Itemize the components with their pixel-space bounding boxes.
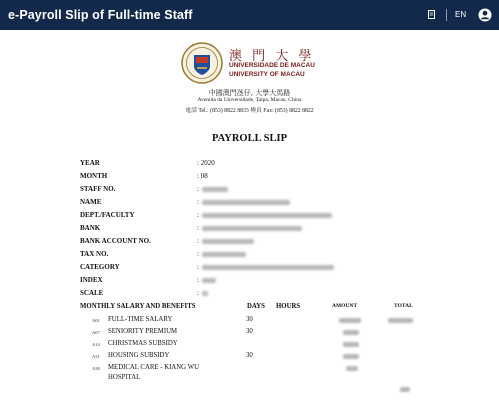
item-amount-redacted: [343, 342, 359, 347]
item-total-redacted: [388, 318, 413, 323]
item-name-continued: HOSPITAL: [108, 374, 141, 381]
field-value-tax-no: :: [197, 250, 246, 258]
field-value-bank: :: [197, 224, 302, 232]
field-label-bank-account: BANK ACCOUNT NO.: [80, 237, 151, 245]
field-value-year: : 2020: [197, 159, 215, 167]
item-days: 30: [246, 316, 253, 323]
item-days: 30: [246, 328, 253, 335]
salary-section-header: MONTHLY SALARY AND BENEFITS: [80, 303, 196, 310]
field-value-index: :: [197, 276, 216, 284]
field-value-scale: :: [197, 289, 208, 297]
toolbar-divider: [446, 9, 447, 21]
top-bar: [0, 0, 499, 30]
field-label-category: CATEGORY: [80, 263, 120, 271]
field-value-staff-no: :: [197, 185, 228, 193]
document-icon[interactable]: [428, 10, 435, 19]
university-name-chinese: 澳 門 大 學: [229, 49, 315, 64]
grand-total-redacted: [400, 387, 410, 392]
university-name-portuguese: UNIVERSIDADE DE MACAU: [229, 62, 315, 69]
field-value-category: :: [197, 263, 334, 271]
field-value-bank-account: :: [197, 237, 254, 245]
total-column-header: TOTAL: [394, 303, 413, 309]
item-days: 30: [246, 352, 253, 359]
university-name-english: UNIVERSITY OF MACAU: [229, 71, 305, 78]
item-code: A01: [92, 318, 100, 323]
item-code: A14: [92, 342, 100, 347]
address-portuguese: Avenida da Universidade, Taipa, Macau, China: [197, 97, 302, 103]
address-chinese: 中國澳門氹仔, 大學大馬路: [208, 89, 291, 97]
field-label-name: NAME: [80, 198, 102, 206]
item-amount-redacted: [343, 330, 359, 335]
field-label-index: INDEX: [80, 276, 103, 284]
field-value-name: :: [197, 198, 290, 206]
payroll-slip-title: PAYROLL SLIP: [212, 133, 287, 144]
item-code: A31: [92, 354, 100, 359]
field-label-year: YEAR: [80, 159, 100, 167]
field-label-staff-no: STAFF NO.: [80, 185, 116, 193]
field-label-scale: SCALE: [80, 289, 104, 297]
item-name: HOUSING SUBSIDY: [108, 352, 170, 359]
user-account-icon[interactable]: [478, 8, 492, 22]
field-label-tax-no: TAX NO.: [80, 250, 109, 258]
item-code: A07: [92, 330, 100, 335]
item-name: CHRISTMAS SUBSIDY: [108, 340, 178, 347]
university-logo: [181, 42, 223, 84]
field-value-month: : 08: [197, 172, 208, 180]
field-value-dept: :: [197, 211, 332, 219]
item-amount-redacted: [346, 366, 358, 371]
amount-column-header: AMOUNT: [332, 303, 358, 309]
field-label-dept: DEPT./FACULTY: [80, 211, 135, 219]
days-column-header: DAYS: [247, 303, 265, 310]
item-amount-redacted: [343, 354, 359, 359]
item-amount-redacted: [339, 318, 361, 323]
field-label-bank: BANK: [80, 224, 101, 232]
item-name: SENIORITY PREMIUM: [108, 328, 178, 335]
app-title: e-Payroll Slip of Full-time Staff: [8, 8, 193, 22]
contact-numbers: 電話 Tel.: (853) 8822 8833 傳真 Fax: (853) 8822 8822: [185, 108, 314, 114]
hours-column-header: HOURS: [276, 303, 301, 310]
item-code: A38: [92, 366, 100, 371]
language-switch[interactable]: EN: [455, 10, 467, 19]
item-name: MEDICAL CARE - KIANG WU: [108, 364, 199, 371]
field-label-month: MONTH: [80, 172, 108, 180]
item-name: FULL-TIME SALARY: [108, 316, 173, 323]
